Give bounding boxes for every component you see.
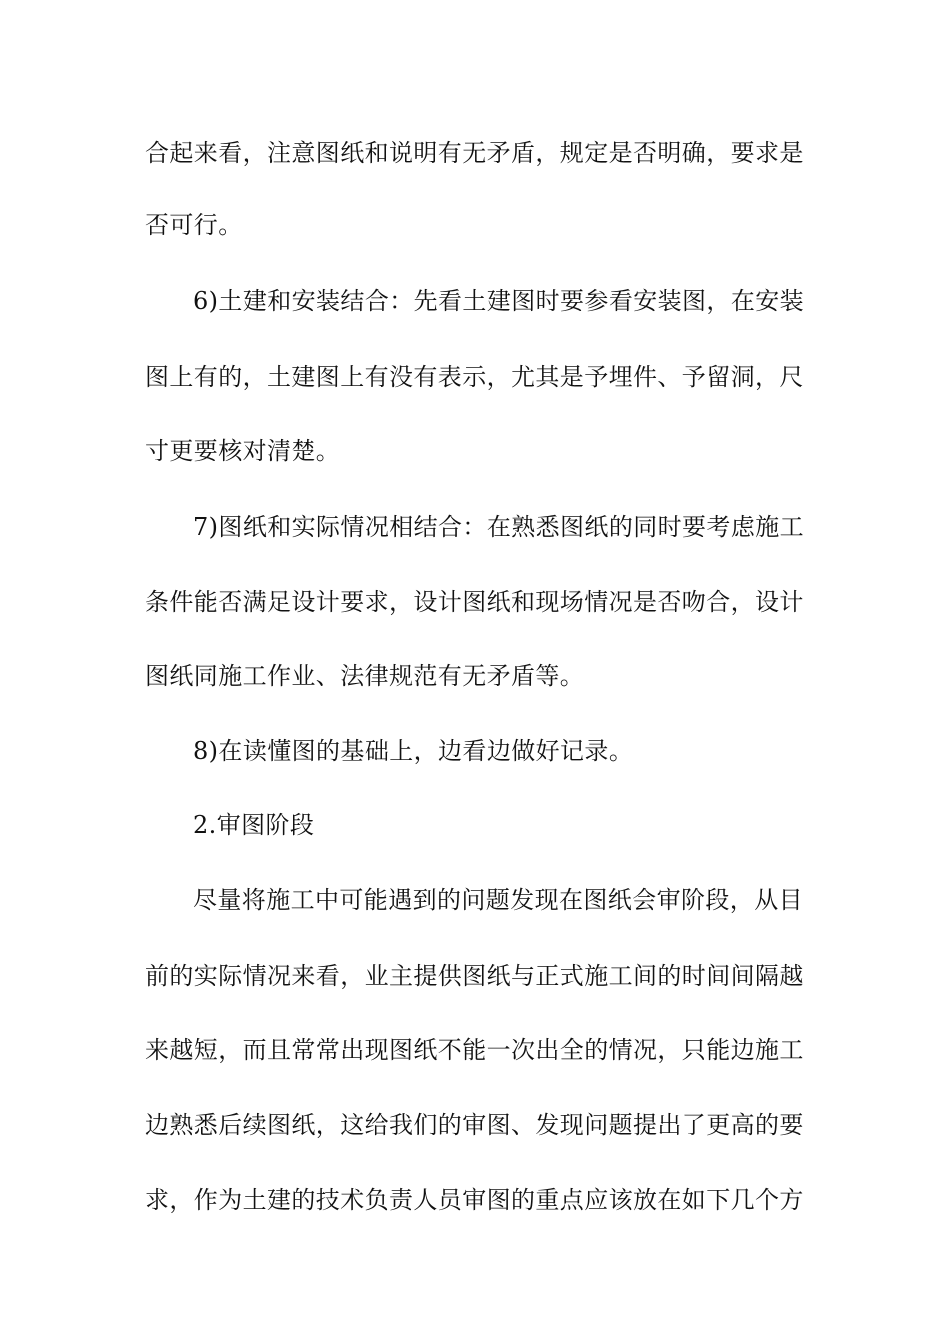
text-line: 求，作为土建的技术负责人员审图的重点应该放在如下几个方 <box>145 1186 804 1214</box>
text-line: 否可行。 <box>145 211 243 239</box>
paragraph-item-6: 6)土建和安装结合：先看土建图时要参看安装图，在安装 <box>193 287 805 315</box>
section-heading: 2.审图阶段 <box>193 811 315 839</box>
text-line: 图上有的，土建图上有没有表示，尤其是予埋件、予留洞，尺 <box>145 363 804 391</box>
text-line: 边熟悉后续图纸，这给我们的审图、发现问题提出了更高的要 <box>145 1111 804 1139</box>
text-line: 图纸同施工作业、法律规范有无矛盾等。 <box>145 662 585 690</box>
text-line: 前的实际情况来看，业主提供图纸与正式施工间的时间间隔越 <box>145 962 804 990</box>
text-line: 合起来看，注意图纸和说明有无矛盾，规定是否明确，要求是 <box>145 139 804 167</box>
paragraph-item-7: 7)图纸和实际情况相结合：在熟悉图纸的同时要考虑施工 <box>193 513 805 541</box>
text-line: 寸更要核对清楚。 <box>145 437 341 465</box>
text-line: 来越短，而且常常出现图纸不能一次出全的情况，只能边施工 <box>145 1036 804 1064</box>
paragraph-item-8: 8)在读懂图的基础上，边看边做好记录。 <box>193 737 634 765</box>
paragraph-start: 尽量将施工中可能遇到的问题发现在图纸会审阶段，从目 <box>193 886 803 914</box>
text-line: 条件能否满足设计要求，设计图纸和现场情况是否吻合，设计 <box>145 588 804 616</box>
